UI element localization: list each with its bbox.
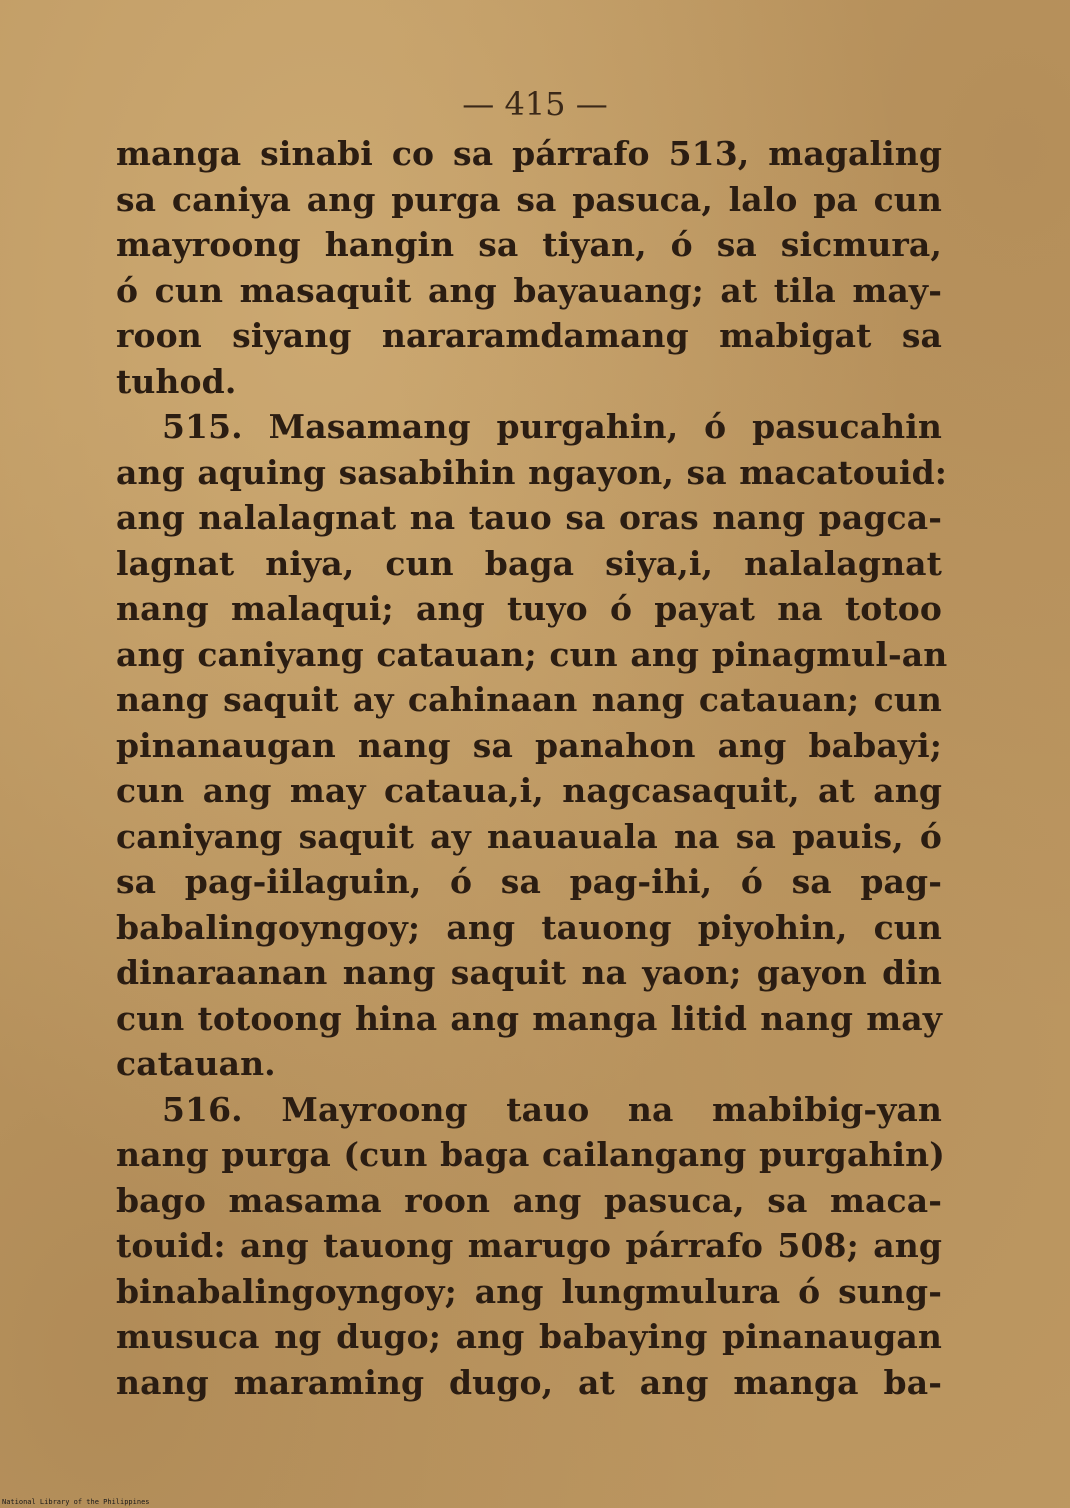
text-line: tuhod. (116, 361, 237, 401)
text-line: binabalingoyngoy; ang lungmulura ó sung- (116, 1271, 942, 1311)
text-line: cun totoong hina ang manga litid nang may (116, 998, 942, 1038)
text-line: ang aquing sasabihin ngayon, sa macatouid: (116, 452, 948, 492)
text-line: catauan. (116, 1044, 276, 1083)
text-line: ó cun masaquit ang bayauang; at tila may- (116, 270, 942, 310)
text-line: ang caniyang catauan; cun ang pinagmul-an (116, 634, 948, 674)
text-line: sa caniya ang purga sa pasuca, lalo pa cun (116, 179, 942, 219)
text-line: manga sinabi co sa párrafo 513, magaling (116, 134, 942, 173)
text-line: pinanaugan nang sa panahon ang babayi; (116, 725, 942, 765)
text-line: ang nalalagnat na tauo sa oras nang pagca- (116, 498, 942, 537)
text-line: cun ang may catauа,i, nagcasaquit, at ang (116, 771, 942, 810)
text-line: touid: ang tauong marugo párrafo 508; ang (116, 1226, 942, 1265)
paragraph-516-start: 516. Mayroong tauo na mabibig-yan (162, 1089, 942, 1129)
text-line: nang maraming dugo, at ang manga ba- (116, 1362, 942, 1402)
text-line: dinaraanan nang saquit na yaon; gayon din (116, 953, 942, 992)
body-text (116, 131, 948, 1405)
text-line: caniyang saquit ay nauauala na sa pauis, ó (116, 816, 942, 856)
text-line: bago masama roon ang pasuca, sa maca- (116, 1180, 942, 1220)
text-line: nang saquit ay cahinaan nang catauan; cun (116, 680, 942, 719)
text-line: nang purga (cun baga cailangang purgahin) (116, 1135, 945, 1174)
text-line: mayroong hangin sa tiyan, ó sa sicmura, (116, 225, 942, 264)
paragraph-515-start: 515. Masamang purgahin, ó pasucahin (162, 407, 942, 446)
text-line: nang malaqui; ang tuyo ó payat na totoo (116, 589, 942, 628)
library-credit: National Library of the Philippines (2, 1498, 150, 1506)
text-line: roon siyang nararamdamang mabigat sa (116, 316, 942, 355)
page-number: — 415 — (462, 85, 608, 123)
text-line: lagnat niya, cun baga siya,i, nalalagnat (116, 543, 942, 583)
text-line: sa pag-iilaguin, ó sa pag-ihi, ó sa pag- (116, 862, 942, 901)
text-line: babalingoyngoy; ang tauong piyohin, cun (116, 907, 942, 947)
text-line: musuca ng dugo; ang babaying pinanaugan (116, 1317, 942, 1356)
